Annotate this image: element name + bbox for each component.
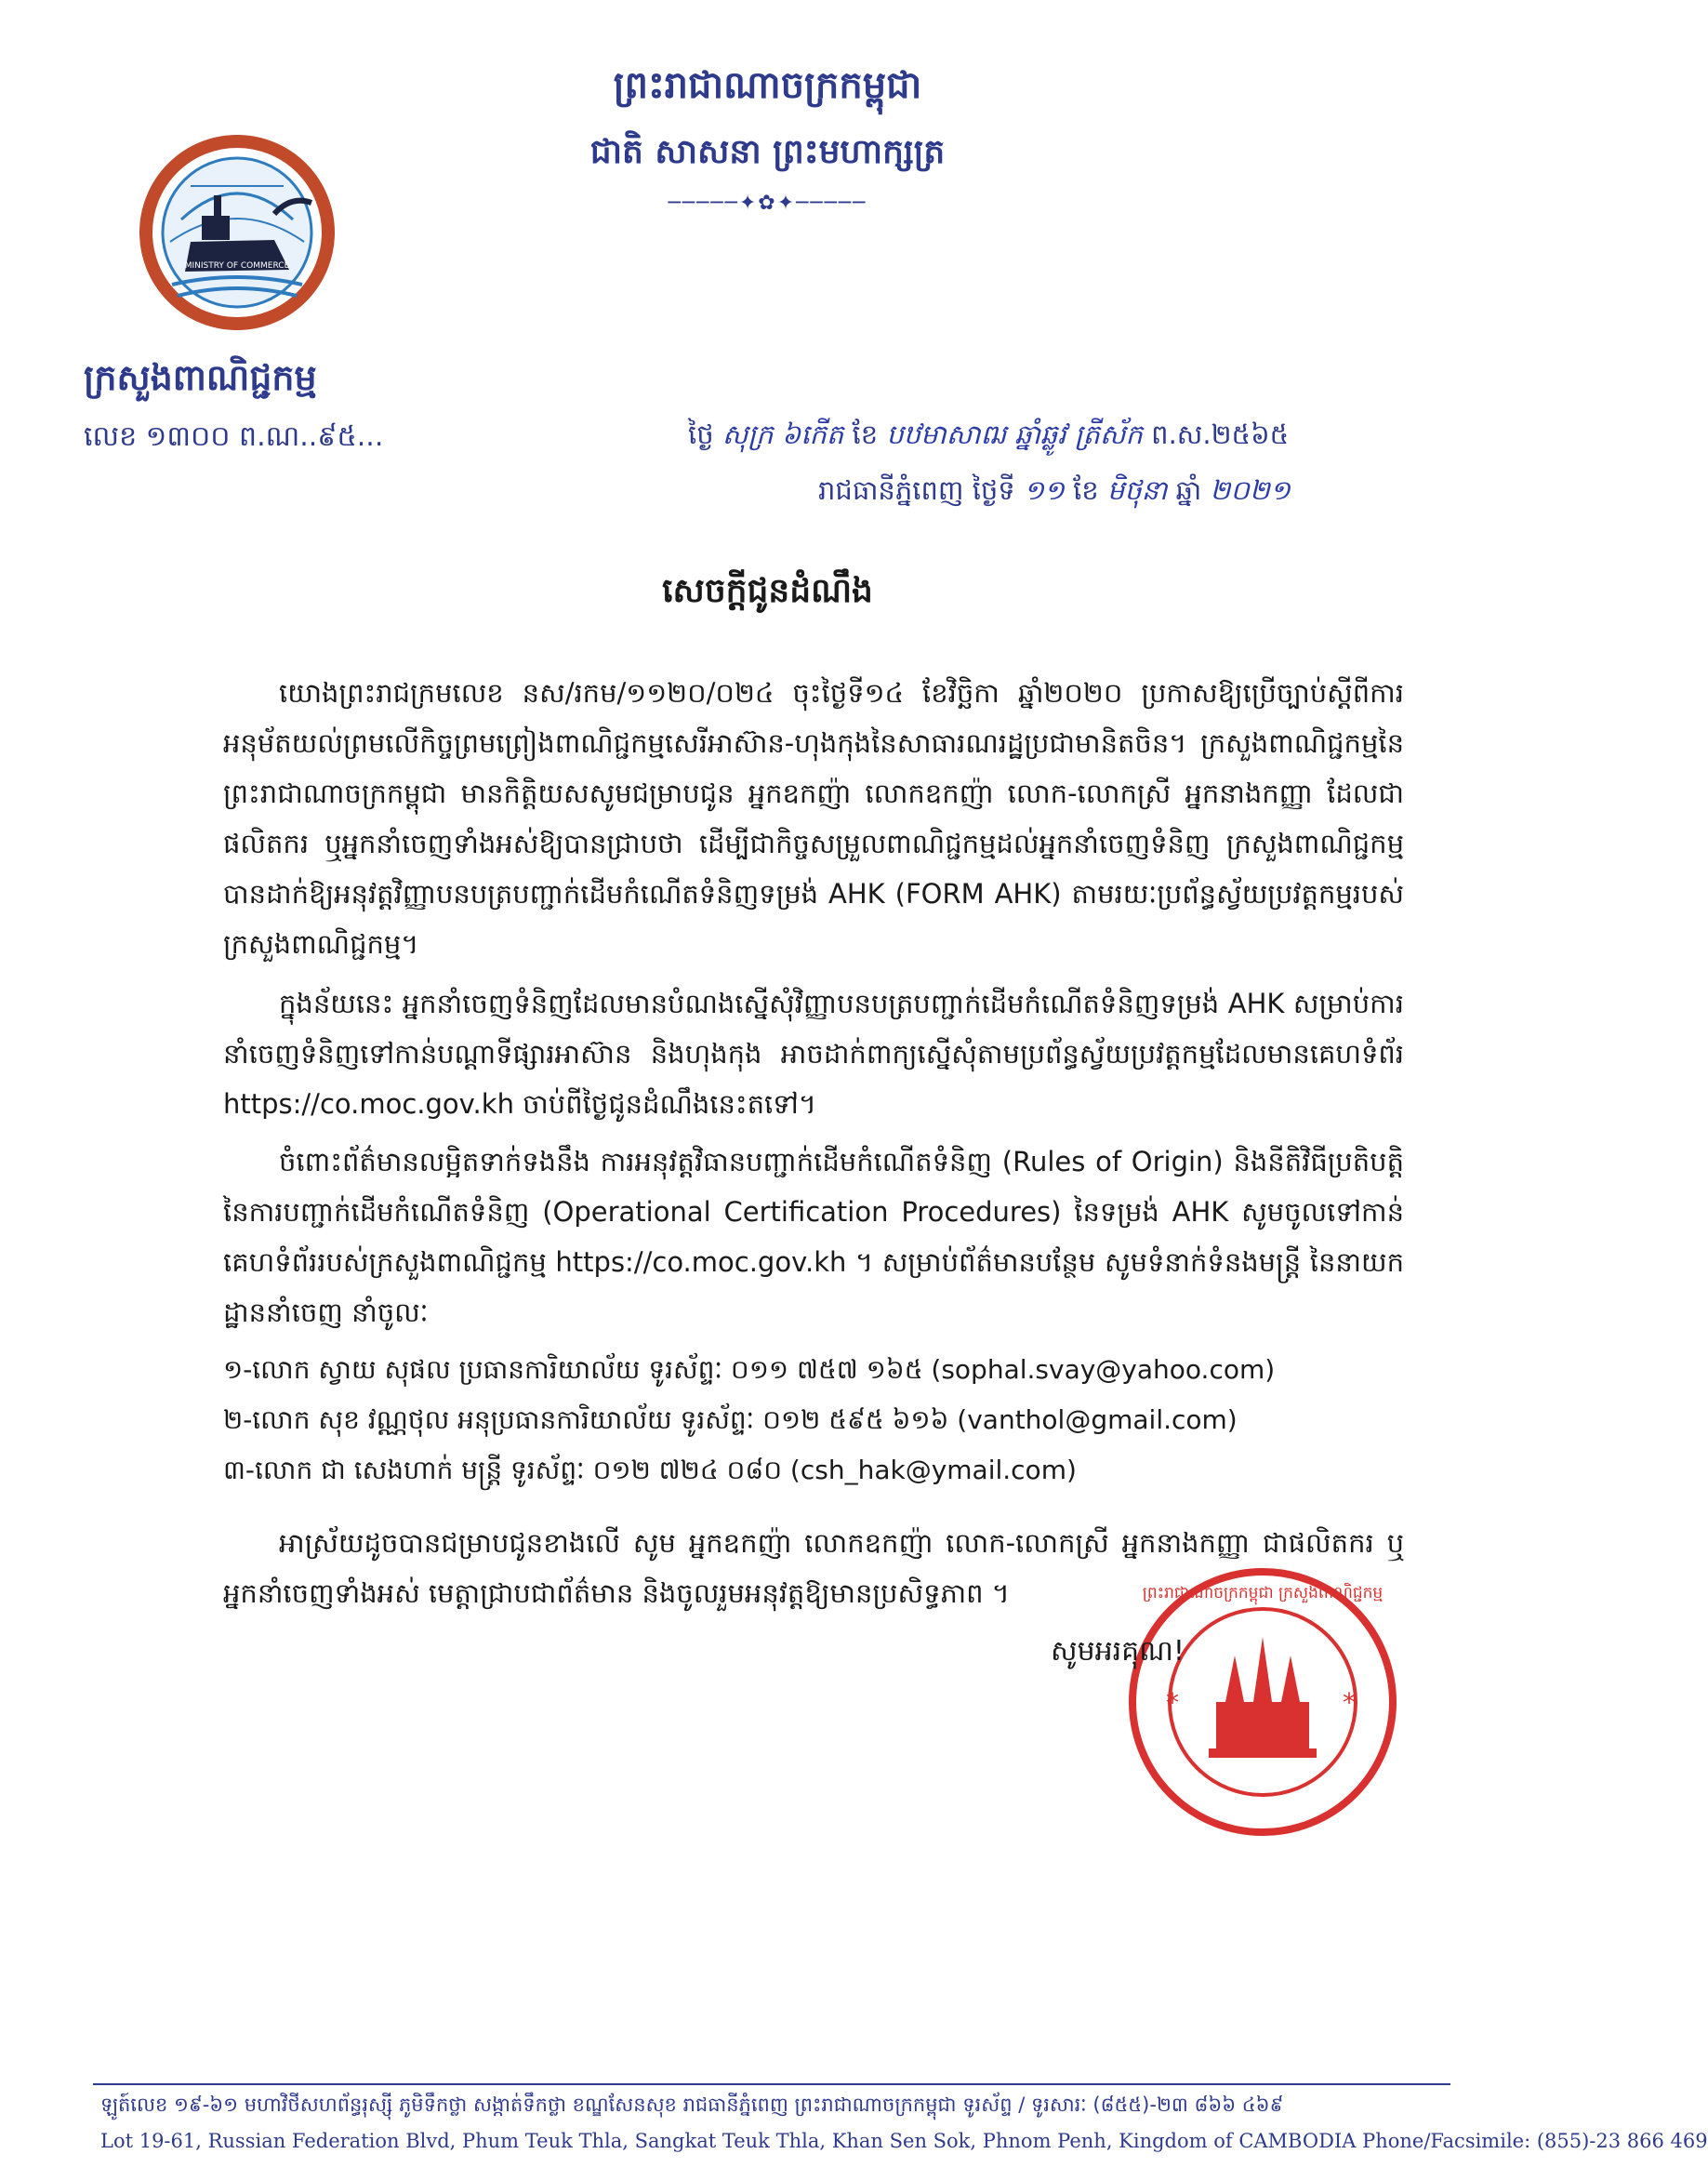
- contact-item: ៣-លោក ជា សេងហាក់ មន្ត្រី ទូរស័ព្ទៈ ០១២ ៧២៤ ០៨០ (csh_hak@ymail.com): [223, 1455, 1077, 1485]
- stamp-text: ព្រះរាជាណាចក្រកម្ពុជា ក្រសួងពាណិជ្ជកម្ម: [1142, 1584, 1384, 1602]
- year-handwritten: ២០២១: [1210, 474, 1291, 506]
- paragraph-2-text: ក្នុងន័យនេះ អ្នកនាំចេញទំនិញដែលមានបំណងស្នើសុំវិញ្ញាបនបត្របញ្ជាក់ដើមកំណើតទំនិញទម្រង់ AHK សម្រាប់ការនាំចេញទំនិញទៅកាន់បណ្តាទីផ្សារអាស៊ាន និងហុងកុង អាចដាក់ពាក្យស្នើសុំតាមប្រព័ន្ធស្វ័យប្រវត្តកម្មដែលមានគេហទំព័រ https://co.moc.gov.kh ចាប់ពីថ្ងៃជូនដំណឹងនេះតទៅ។: [223, 988, 1404, 1120]
- emblem-caption: MINISTRY OF COMMERCE: [184, 261, 290, 271]
- paragraph-1: [223, 668, 1404, 969]
- city-date-label: រាជធានីភ្នំពេញ ថ្ងៃទី: [818, 474, 1015, 506]
- closing-thanks: សូមអរគុណ!: [1051, 1635, 1185, 1668]
- lunar-day-label: ថ្ងៃ: [688, 419, 714, 450]
- svg-text:*: *: [1343, 1687, 1356, 1718]
- footer-address-khmer: ឡូត៍លេខ ១៩-៦១ មហាវិថីសហព័ន្ធរុស្ស៊ី ភូមិទឹកថ្លា សង្កាត់ទឹកថ្លា ខណ្ឌសែនសុខ រាជធានីភ្នំពេញ ព្រះរាជាណាចក្រកម្ពុជា ទូរស័ព្ទ / ទូរសារៈ (៨៥៥)-២៣ ៨៦៦ ៤៦៩: [100, 2094, 1284, 2116]
- lunar-date-line: [688, 419, 1289, 458]
- paragraph-3: [223, 1137, 1404, 1337]
- ministry-seal-stamp-icon: [1123, 1562, 1402, 1841]
- paragraph-4-text: អាស្រ័យដូចបានជម្រាបជូនខាងលើ សូម អ្នកឧកញ៉ា លោកឧកញ៉ា លោក-លោកស្រី អ្នកនាងកញ្ញា ជាផលិតករ ឬអ្នកនាំចេញទាំងអស់ មេត្តាជ្រាបជាព័ត៌មាន និងចូលរួមអនុវត្តឱ្យមានប្រសិទ្ធភាព ។: [223, 1527, 1405, 1609]
- buddhist-era: ព.ស.២៥៦៥: [1151, 419, 1290, 450]
- lunar-day-handwritten: សុក្រ ៦កើត: [722, 419, 844, 450]
- paragraph-1-text: យោងព្រះរាជក្រមលេខ នស/រកម/១១២០/០២៤ ចុះថ្ងៃទី១៤ ខែវិច្ឆិកា ឆ្នាំ២០២០ ប្រកាសឱ្យប្រើច្បាប់ស្តីពីការអនុម័តយល់ព្រមលើកិច្ចព្រមព្រៀងពាណិជ្ជកម្មសេរីអាស៊ាន-ហុងកុងនៃសាធារណរដ្ឋប្រជាមានិតចិន។ ក្រសួងពាណិជ្ជកម្មនៃព្រះរាជាណាចក្រកម្ពុជា មានកិត្តិយសសូមជម្រាបជូន អ្នកឧកញ៉ា លោកឧកញ៉ា លោក-លោកស្រី អ្នកនាងកញ្ញា ដែលជាផលិតករ ឬអ្នកនាំចេញទាំងអស់ឱ្យបានជ្រាបថា ដើម្បីជាកិច្ចសម្រួលពាណិជ្ជកម្មដល់អ្នកនាំចេញទំនិញ ក្រសួងពាណិជ្ជកម្មបានដាក់ឱ្យអនុវត្តវិញ្ញាបនបត្របញ្ជាក់ដើមកំណើតទំនិញទម្រង់ AHK (FORM AHK) តាមរយៈប្រព័ន្ធស្វ័យប្រវត្តកម្មរបស់ក្រសួងពាណិជ្ជកម្ម។: [223, 677, 1404, 960]
- footer-address-english: Lot 19-61, Russian Federation Blvd, Phum Teuk Thla, Sangkat Teuk Thla, Khan Sen Sok, Phnom Penh, Kingdom of CAMBODIA Phone/Facsimile: (855)-23 866 469: [100, 2130, 1708, 2152]
- paragraph-2: [223, 978, 1404, 1129]
- year-label: ឆ្នាំ: [1175, 474, 1202, 506]
- ministry-name: ក្រសួងពាណិជ្ជកម្ម: [84, 357, 317, 398]
- contact-item: ២-លោក សុខ វណ្ណថុល អនុប្រធានការិយាល័យ ទូរស័ព្ទៈ ០១២ ៥៩៥ ៦១៦ (vanthol@gmail.com): [223, 1404, 1238, 1435]
- contact-item: ១-លោក ស្វាយ សុផល ប្រធានការិយាល័យ ទូរស័ព្ទៈ ០១១ ៧៥៧ ១៦៥ (sophal.svay@yahoo.com): [223, 1354, 1276, 1385]
- month-handwritten: មិថុនា: [1106, 474, 1168, 506]
- paragraph-3-text: ចំពោះព័ត៌មានលម្អិតទាក់ទងនឹង ការអនុវត្តវិធានបញ្ជាក់ដើមកំណើតទំនិញ (Rules of Origin) និងនីតិវិធីប្រតិបត្តិនៃការបញ្ជាក់ដើមកំណើតទំនិញ (Operational Certification Procedures) នៃទម្រង់ AHK សូមចូលទៅកាន់គេហទំព័ររបស់ក្រសួងពាណិជ្ជកម្ម https://co.moc.gov.kh ។ សម្រាប់ព័ត៌មានបន្ថែម សូមទំនាក់ទំនងមន្ត្រី នៃនាយកដ្ឋាននាំចេញ នាំចូលៈ: [223, 1146, 1404, 1328]
- contact-list: [223, 1345, 1275, 1496]
- ministry-of-commerce-emblem-icon: [126, 130, 349, 335]
- month-label: ខែ: [1073, 474, 1099, 506]
- footer-divider: [93, 2083, 1450, 2085]
- day-handwritten: ១១: [1023, 474, 1065, 506]
- svg-text:*: *: [1166, 1687, 1179, 1718]
- notice-title: សេចក្តីជូនដំណឹង: [662, 572, 873, 610]
- national-motto: ជាតិ សាសនា ព្រះមហាក្សត្រ: [589, 133, 946, 171]
- reference-number: លេខ ១៣០០ ព.ណ..៩៥...: [84, 420, 384, 453]
- header-ornament: ─────✦✿✦─────: [668, 192, 867, 215]
- lunar-month-label: ខែ: [852, 419, 879, 450]
- solar-date-line: [818, 474, 1291, 513]
- kingdom-heading: ព្រះរាជាណាចក្រកម្ពុជា: [613, 64, 922, 107]
- lunar-month-handwritten: បឋមាសាឍ ឆ្នាំឆ្លូវ ត្រីស័ក: [886, 419, 1143, 450]
